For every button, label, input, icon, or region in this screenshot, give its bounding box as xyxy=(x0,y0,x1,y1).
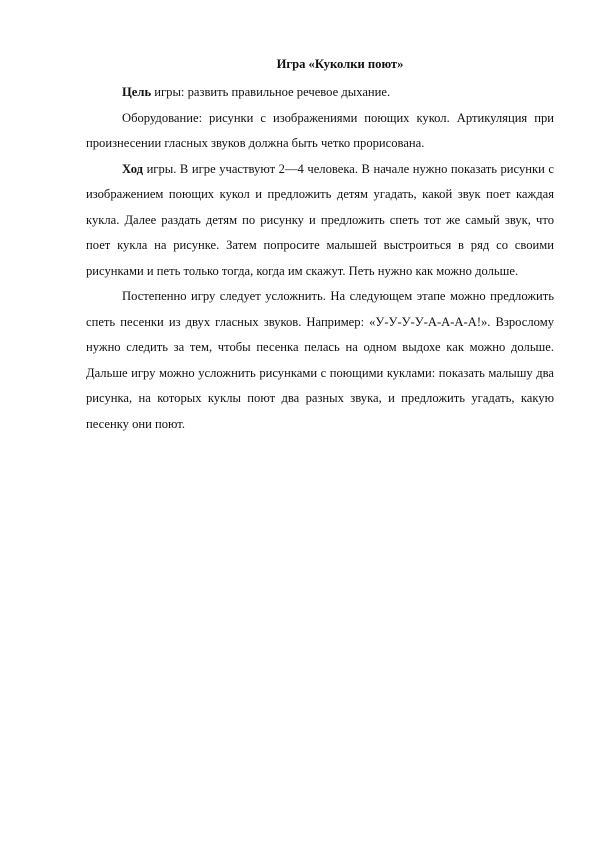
process-label: Ход xyxy=(122,161,144,176)
goal-text: игры: развить правильное речевое дыхание. xyxy=(151,85,391,99)
goal-label: Цель xyxy=(122,85,152,99)
process-text: игры. В игре участвуют 2—4 человека. В начале нужно показать рисунки с изображением поющих кукол и предложить детям угадать, какой звук поет каждая кукла. Далее раздать детям по рисунку и предложить спеть тот же самый звук, что поет кукла на рисунке. Затем попросите малышей выстроиться в ряд со своими рисунками и петь только тогда, когда им скажут. Петь нужно как можно дольше. xyxy=(86,161,554,278)
document-title: Игра «Куколки поют» xyxy=(276,57,404,71)
process-paragraph xyxy=(86,157,554,285)
document-body xyxy=(86,54,554,437)
equipment-paragraph: Оборудование: рисунки с изображениями поющих кукол. Артикуляция при произнесении гласных звуков должна быть четко прорисована. xyxy=(86,110,554,150)
complication-paragraph: Постепенно игру следует усложнить. На следующем этапе можно предложить спеть песенки из двух гласных звуков. Например: «У-У-У-У-А-А-А-А!». Взрослому нужно следить за тем, чтобы песенка пелась на одном выдохе как можно дольше. Дальше игру можно усложнить рисунками с поющими куклами: показать малышу два рисунка, на которых куклы поют два разных звука, и предложить угадать, какую песенку они поют. xyxy=(86,289,554,431)
goal-paragraph xyxy=(86,80,554,106)
